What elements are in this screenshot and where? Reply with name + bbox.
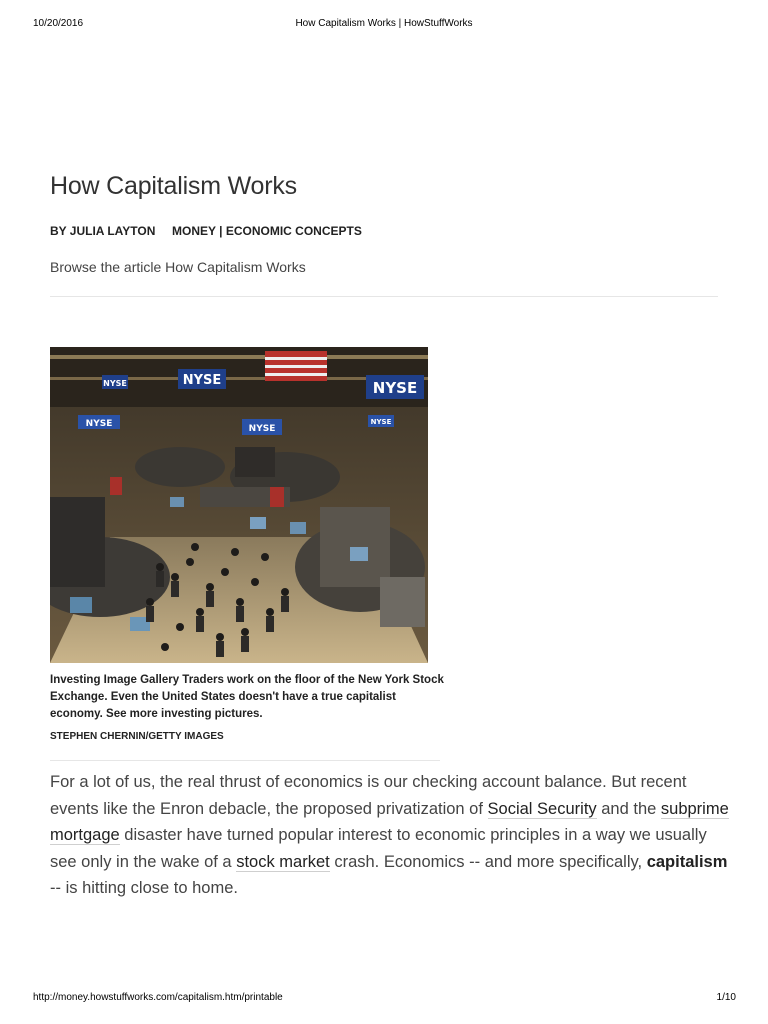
nyse-sign: NYSE	[182, 373, 222, 388]
divider	[50, 296, 718, 297]
nyse-sign: NYSE	[372, 379, 418, 397]
stock-exchange-photo	[50, 347, 428, 663]
photo-credit: STEPHEN CHERNIN/GETTY IMAGES	[50, 731, 224, 742]
browse-article-text: Browse the article How Capitalism Works	[50, 259, 306, 275]
paragraph-text: For a lot of us, the real thrust of economics is our checking account balance. But recent events like the Enron debacle, the proposed privatization of	[50, 773, 687, 818]
paragraph-text: -- is hitting close to home.	[50, 879, 238, 897]
print-page-title: How Capitalism Works | HowStuffWorks	[295, 18, 473, 29]
nyse-sign: NYSE	[103, 379, 127, 388]
paragraph-text: crash. Economics -- and more specifically,	[329, 852, 647, 871]
nyse-sign: NYSE	[248, 424, 276, 434]
nyse-sign: NYSE	[85, 419, 113, 429]
nyse-sign: NYSE	[370, 418, 392, 426]
paragraph-text: and the	[596, 799, 661, 818]
print-url: http://money.howstuffworks.com/capitalism.htm/printable	[33, 992, 283, 1003]
author-byline[interactable]: BY JULIA LAYTON	[50, 224, 156, 238]
social-security-link[interactable]: Social Security	[487, 799, 597, 818]
paragraph-text: disaster have turned popular interest to economic principles in a way we usually see only in the wake of a	[50, 826, 707, 871]
category-breadcrumb[interactable]: MONEY | ECONOMIC CONCEPTS	[172, 224, 362, 238]
stock-market-link[interactable]: stock market	[236, 852, 330, 871]
divider	[50, 760, 440, 761]
page-number: 1/10	[716, 992, 736, 1003]
subprime-mortgage-link[interactable]: subprime mortgage	[50, 799, 729, 844]
photo-caption: Investing Image Gallery Traders work on the floor of the New York Stock Exchange. Even the United States doesn't have a true capitalist economy. See more investing pictures.	[50, 674, 444, 720]
capitalism-term: capitalism	[646, 852, 728, 871]
article-paragraph	[50, 769, 730, 902]
print-date: 10/20/2016	[33, 18, 84, 29]
article-title: How Capitalism Works	[50, 172, 297, 200]
